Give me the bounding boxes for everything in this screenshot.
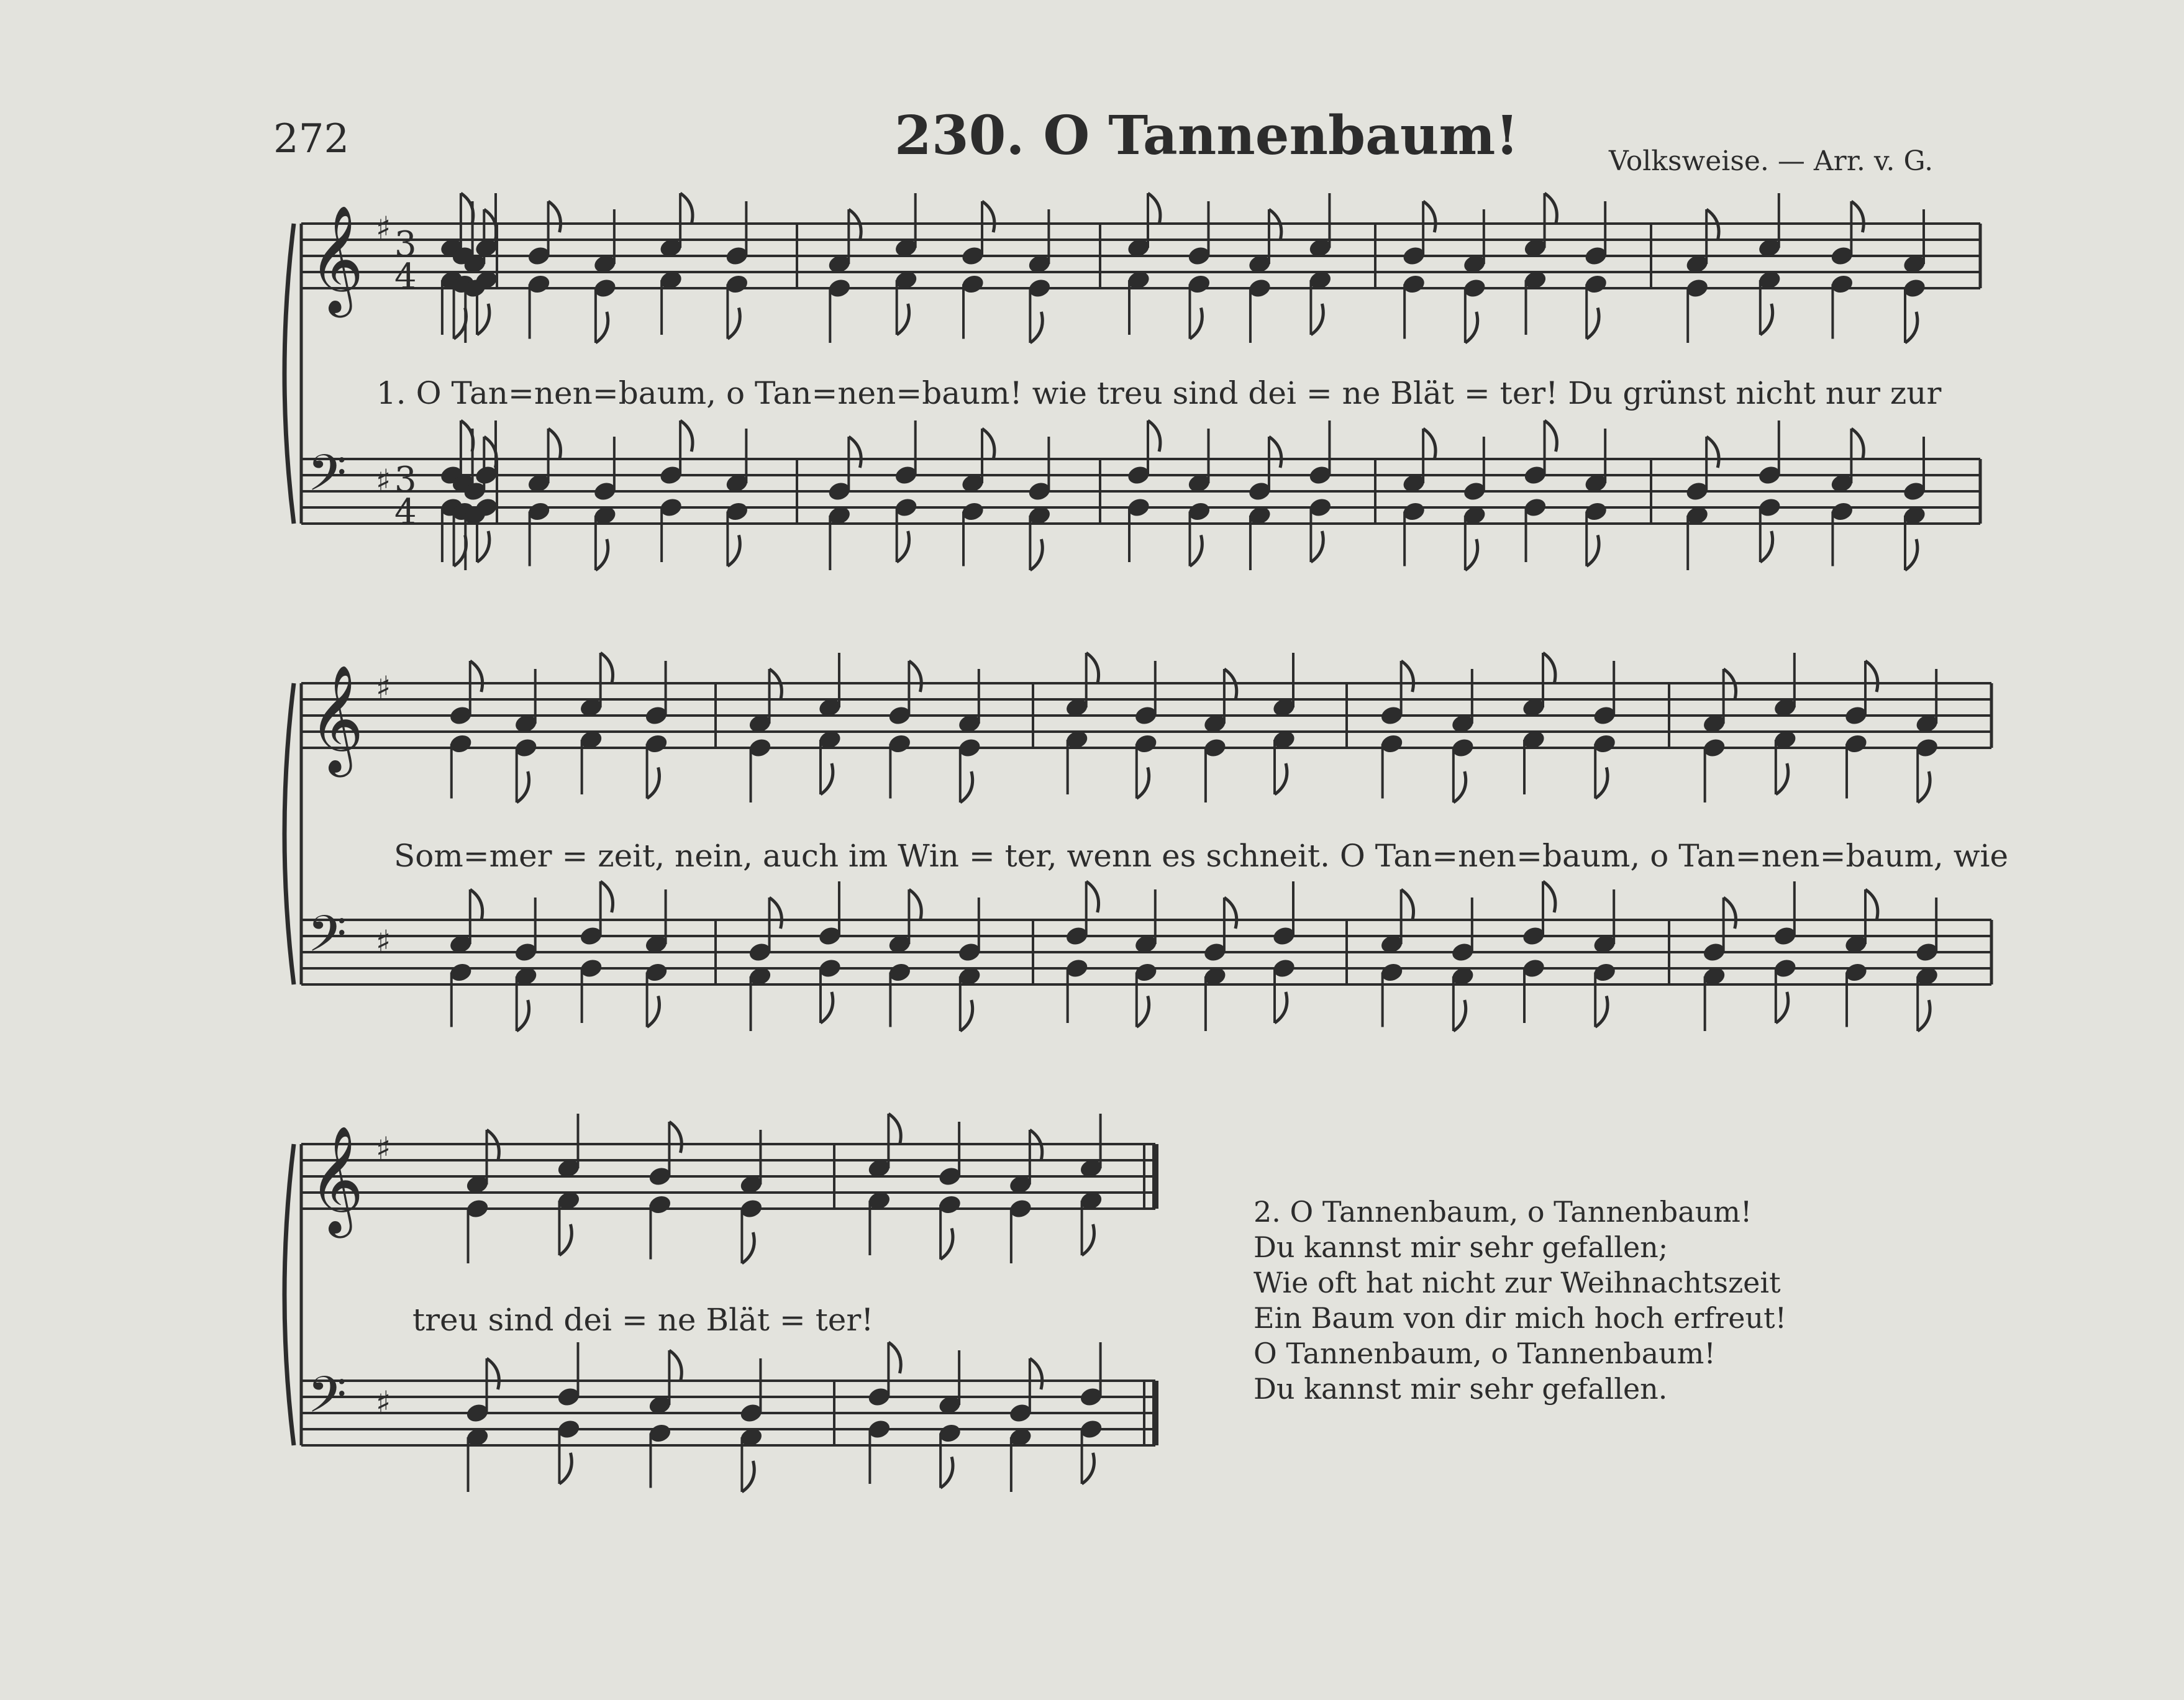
note-flag: [1137, 996, 1149, 1027]
note-flag: [1760, 531, 1773, 562]
verse-2-text: [1254, 1194, 1786, 1407]
note-flag: [821, 992, 833, 1023]
treble-clef-icon: 𝄞: [309, 665, 364, 773]
note-flag: [1082, 1453, 1094, 1484]
note-flag: [680, 420, 693, 452]
note-flag: [647, 768, 660, 799]
note-flag: [1776, 992, 1788, 1023]
note-flag: [821, 763, 833, 794]
note-flag: [1776, 763, 1788, 794]
note-flag: [477, 304, 489, 335]
note-flag: [960, 1000, 973, 1031]
note-flag: [1190, 535, 1202, 566]
note-flag: [596, 539, 608, 570]
verse-line: O Tannenbaum, o Tannenbaum!: [1254, 1337, 1716, 1370]
note-flag: [596, 312, 608, 343]
note-flag: [1082, 1224, 1094, 1255]
note-flag: [669, 1350, 681, 1381]
verse-line: Du kannst mir sehr gefallen.: [1254, 1372, 1668, 1406]
note-flag: [1454, 771, 1466, 802]
sharp-icon: ♯: [376, 463, 391, 499]
sharp-icon: ♯: [376, 924, 391, 960]
note-flag: [1030, 539, 1042, 570]
verse-line: 2. O Tannenbaum, o Tannenbaum!: [1254, 1195, 1752, 1229]
time-signature: 3: [394, 224, 417, 265]
note-flag: [1423, 201, 1436, 232]
note-flag: [1851, 201, 1863, 232]
sharp-icon: ♯: [376, 210, 391, 246]
note-flag: [1401, 889, 1414, 920]
note-flag: [1465, 312, 1478, 343]
note-flag: [1905, 312, 1918, 343]
sharp-icon: ♯: [376, 670, 391, 706]
verse-line: Ein Baum von dir mich hoch erfreut!: [1254, 1301, 1787, 1335]
note-flag: [849, 437, 861, 468]
verse-line: Wie oft hat nicht zur Weihnachtszeit: [1254, 1266, 1781, 1299]
note-flag: [1595, 996, 1608, 1027]
note-flag: [888, 1342, 901, 1373]
note-flag: [669, 1122, 681, 1153]
note-flag: [477, 531, 489, 562]
note-flag: [940, 1457, 953, 1488]
note-flag: [727, 308, 740, 339]
note-flag: [1595, 768, 1608, 799]
time-signature: 3: [394, 460, 417, 500]
note-flag: [770, 898, 782, 929]
note-flag: [1086, 653, 1099, 684]
note-flag: [742, 1461, 754, 1492]
note-flag: [1275, 992, 1287, 1023]
note-flag: [888, 1114, 901, 1145]
note-flag: [982, 429, 994, 460]
note-flag: [1311, 531, 1323, 562]
note-flag: [1586, 535, 1599, 566]
note-flag: [1865, 889, 1878, 920]
note-flag: [1148, 420, 1160, 452]
treble-clef-icon: 𝄞: [309, 205, 364, 313]
note-flag: [1311, 304, 1323, 335]
note-flag: [1137, 768, 1149, 799]
note-flag: [1851, 429, 1863, 460]
note-flag: [909, 661, 921, 692]
time-signature: 4: [394, 257, 417, 297]
note-flag: [1760, 304, 1773, 335]
note-flag: [1706, 437, 1719, 468]
composer-attribution: Volksweise. — Arr. v. G.: [1609, 145, 1934, 177]
note-flag: [1543, 653, 1555, 684]
system-brace: [284, 683, 294, 984]
song-title: 230. O Tannenbaum!: [894, 104, 1519, 167]
note-flag: [601, 881, 613, 912]
note-flag: [1586, 308, 1599, 339]
note-flag: [517, 771, 529, 802]
bass-clef-icon: 𝄢: [307, 444, 347, 515]
time-signature: 4: [394, 492, 417, 532]
note-flag: [517, 1000, 529, 1031]
note-flag: [1545, 193, 1557, 224]
note-flag: [470, 661, 483, 692]
note-flag: [1086, 881, 1099, 912]
note-flag: [1905, 539, 1918, 570]
note-flag: [680, 193, 693, 224]
note-flag: [1224, 898, 1237, 929]
note-flag: [1030, 1358, 1042, 1389]
note-flag: [940, 1229, 953, 1260]
note-flag: [1465, 539, 1478, 570]
page-number: 272: [273, 116, 350, 162]
note-flag: [1030, 312, 1042, 343]
verse-line: Du kannst mir sehr gefallen;: [1254, 1230, 1668, 1264]
note-flag: [727, 535, 740, 566]
sharp-icon: ♯: [376, 1384, 391, 1420]
note-flag: [1918, 1000, 1930, 1031]
bass-clef-icon: 𝄢: [307, 905, 347, 976]
note-flag: [1401, 661, 1414, 692]
lyrics-line-system-3: treu sind dei = ne Blät = ter!: [412, 1302, 874, 1338]
note-flag: [982, 201, 994, 232]
note-flag: [1148, 193, 1160, 224]
note-flag: [1543, 881, 1555, 912]
note-flag: [1454, 1000, 1466, 1031]
note-flag: [1190, 308, 1202, 339]
sharp-icon: ♯: [376, 1130, 391, 1166]
note-flag: [742, 1232, 754, 1263]
note-flag: [1545, 420, 1557, 452]
lyrics-line-system-2: Som=mer = zeit, nein, auch im Win = ter, wenn es schneit. O Tan=nen=baum, o Tan=nen=baum, wie: [394, 838, 2009, 874]
system-brace: [284, 1144, 294, 1445]
note-flag: [1423, 429, 1436, 460]
note-flag: [601, 653, 613, 684]
note-flag: [1269, 437, 1281, 468]
note-flag: [647, 996, 660, 1027]
note-flag: [559, 1224, 571, 1255]
note-flag: [897, 304, 909, 335]
note-flag: [1275, 763, 1287, 794]
note-flag: [487, 1358, 499, 1389]
note-flag: [960, 771, 973, 802]
note-flag: [548, 201, 561, 232]
lyrics-line-system-1: 1. O Tan=nen=baum, o Tan=nen=baum! wie treu sind dei = ne Blät = ter! Du grünst nicht nur zur: [376, 375, 1942, 411]
note-flag: [470, 889, 483, 920]
note-flag: [897, 531, 909, 562]
note-flag: [548, 429, 561, 460]
system-brace: [284, 224, 294, 524]
note-flag: [1865, 661, 1878, 692]
treble-clef-icon: 𝄞: [309, 1125, 364, 1234]
note-flag: [909, 889, 921, 920]
note-flag: [559, 1453, 571, 1484]
bass-clef-icon: 𝄢: [307, 1366, 347, 1437]
note-flag: [1724, 898, 1736, 929]
note-flag: [1918, 771, 1930, 802]
